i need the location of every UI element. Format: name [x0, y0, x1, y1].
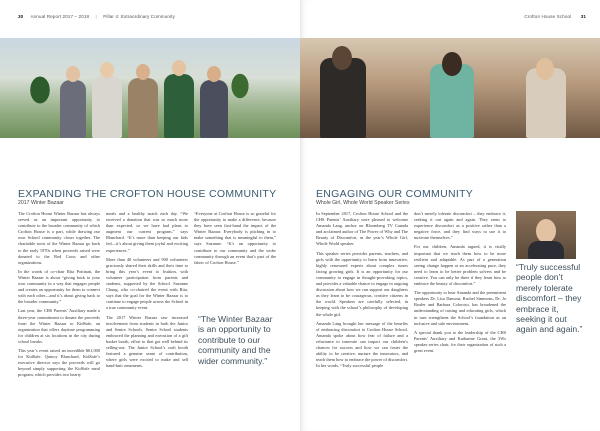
person-figure — [200, 80, 228, 138]
paragraph: In September 2017, Crofton House School and the CHS Parents’ Auxiliary were pleased to welcome Amanda Lang, anchor on Bloomberg TV Canada and acclaimed author of The Power of Why and The Beauty of Discomfort, as the year’s Whole Girl, Whole World speaker. — [316, 211, 408, 247]
bazaar-volunteers-photo — [0, 38, 300, 138]
paragraph: meals and a healthy snack each day. “We received a donation that was so much more than expected, so we have had plans to augment our current program,” says Blanchard. “It’s more than keeping our kids fed—it’s about giving them joyful and exciting experiences.” — [106, 211, 188, 253]
paragraph: This year’s event raised an incredible $61,000 for KidSafe. Quincy Blanchard, KidSafe’s executive director says the proceeds will go beyond simply supporting the KidSafe meal program, which provides two hearty — [18, 347, 100, 378]
person-figure — [528, 241, 564, 259]
right-page-number: 31 — [580, 14, 586, 19]
paragraph: Last year, the CHS Parents’ Auxiliary made a three-year commitment to donate the proceeds from the Winter Bazaar to KidSafe, an organization that offers daytime programming for children at six locations in the city during school breaks. — [18, 308, 100, 344]
paragraph: This speaker series provides parents, teachers, and girls with the opportunity to learn from innovative, highly renowned experts about complex issues facing growing girls. It is an opportunity for our community to engage in thought-provoking topics, and provides a valuable chance to engage in ongoing discussion about how we can support our daughters as they learn to be courageous, creative citizens in the world. Speakers are carefully selected, in keeping with the school’s philosophy of developing the whole girl. — [316, 250, 408, 317]
person-head — [136, 64, 150, 80]
paragraph: don’t merely tolerate discomfort – they embrace it, seeking it out again and again. They seem to experience discomfort as a positive rather than a negative force, and they find ways to use it to motivate themselves.” — [414, 211, 506, 241]
person-figure — [164, 74, 194, 138]
person-head — [332, 46, 352, 70]
person-head — [536, 219, 556, 243]
person-head — [100, 62, 114, 78]
paragraph: “Everyone at Crofton House is so grateful for the opportunity to make a difference, because they have seen first-hand the impact of the Winter Bazaar. Everybody is pitching in to make something that is meaningful to them,” says Suzanne. “It’s an opportunity to contribute to our community and the wider community through an event that’s part of the fabric of Crofton House.” — [194, 211, 276, 265]
left-article-title: EXPANDING THE CROFTON HOUSE COMMUNITY — [18, 188, 277, 200]
left-article-subtitle: 2017 Winter Bazaar — [18, 200, 64, 206]
person-figure — [128, 78, 158, 138]
speaker-event-photo — [300, 38, 600, 138]
left-pull-quote: “The Winter Bazaar is an opportunity to contribute to our community and the wider community.” — [198, 314, 273, 366]
school-name: Crofton House School — [524, 14, 572, 19]
person-head — [442, 52, 462, 76]
person-head — [536, 58, 554, 80]
section-name: Pillar 4: Extraordinary Community — [103, 14, 175, 19]
paragraph: In the words of co-chair Rita Pottinati, the Winter Bazaar is about “giving back to your own community in a way that engages people and creates an opportunity for them to connect with each other—and it’s about giving back to the broader community.” — [18, 268, 100, 305]
paragraph: For our children, Amanda argued, it is vitally important that we teach them how to be more resilient and adaptable. As part of a generation seeing change happen at an accelerating pace, they need to learn to be better problem solvers and be creative. You can only be three if they learn how to embrace the beauty of discomfort.” — [414, 244, 506, 287]
person-head — [207, 66, 221, 82]
right-article-subtitle: Whole Girl, Whole World Speaker Series — [316, 200, 410, 206]
paragraph: A special thank you to the leadership of the CHS Parents’ Auxiliary and Katharine Grant, the 3Ws speaker series chair, for their organization of such a great event. — [414, 329, 506, 353]
paragraph: The opportunity to hear Amanda and the preeminent speakers Dr. Lisa Damour, Rachel Simmons, Dr. Jo Boaler and Barbara Coloroso, has broadened the understanding of raising and educating girls, which in turn strengthens the School’s foundation as an inclusive and safe environment. — [414, 290, 506, 326]
right-running-head — [524, 14, 586, 19]
paragraph: More than 40 volunteers and 900 volunteers graciously shared their skills and their time to bring this year’s event to fruition, with volunteer participation from parents and students, supported by the School. Suzanne Chung, who co-chaired the event with Rita, says that the goal for the Winter Bazaar is to continue to engage people across the School in a true community event. — [106, 256, 188, 311]
person-figure — [60, 80, 86, 138]
left-running-head — [18, 14, 175, 19]
paragraph: The Crofton House Winter Bazaar has always served as an important opportunity to contribute to the broader community of which Crofton House is a part, while drawing our own School community closer together. The charitable roots of the Winter Bazaar go back to the early 1970s when proceeds raised were donated to the Red Cross and other organizations. — [18, 211, 100, 265]
publication-name: Annual Report 2017 – 2018 — [30, 14, 90, 19]
right-article-title: ENGAGING OUR COMMUNITY — [316, 188, 474, 200]
left-column-2 — [106, 211, 188, 372]
person-figure — [92, 76, 122, 138]
left-column-1 — [18, 211, 100, 381]
right-column-2 — [414, 211, 506, 357]
paragraph: The 2017 Winter Bazaar saw increased involvement from students in both the Junior and Senior Schools. Senior School students embraced the planning and execution of a gift basket booth, effort to that got well behind its selling-out. The Junior School’s craft booth featured a genuine sense of contribution, where girls were excited to make and sell hand-knit ornaments. — [106, 314, 188, 369]
paragraph: Amanda Lang brought her message of the benefits of embracing discomfort to Crofton House School. Amanda spoke about how fear of failure and a reluctance to innovate can impact our children’s chances for success and how we can foster the ability to be creative, nurture the innovators, and teach them how to embrace the power of discomfort. In her words, “Truly successful people — [316, 320, 408, 369]
right-pull-quote: “Truly successful people don’t merely tolerate discomfort – they embrace it, seeking it out again and again.” — [516, 262, 583, 335]
left-page-number: 30 — [18, 14, 24, 19]
left-column-3 — [194, 211, 276, 269]
speaker-portrait-photo — [516, 211, 576, 259]
person-head — [66, 66, 80, 82]
person-figure — [320, 58, 366, 138]
separator: | — [95, 14, 97, 19]
right-column-1 — [316, 211, 408, 372]
person-head — [172, 60, 186, 76]
